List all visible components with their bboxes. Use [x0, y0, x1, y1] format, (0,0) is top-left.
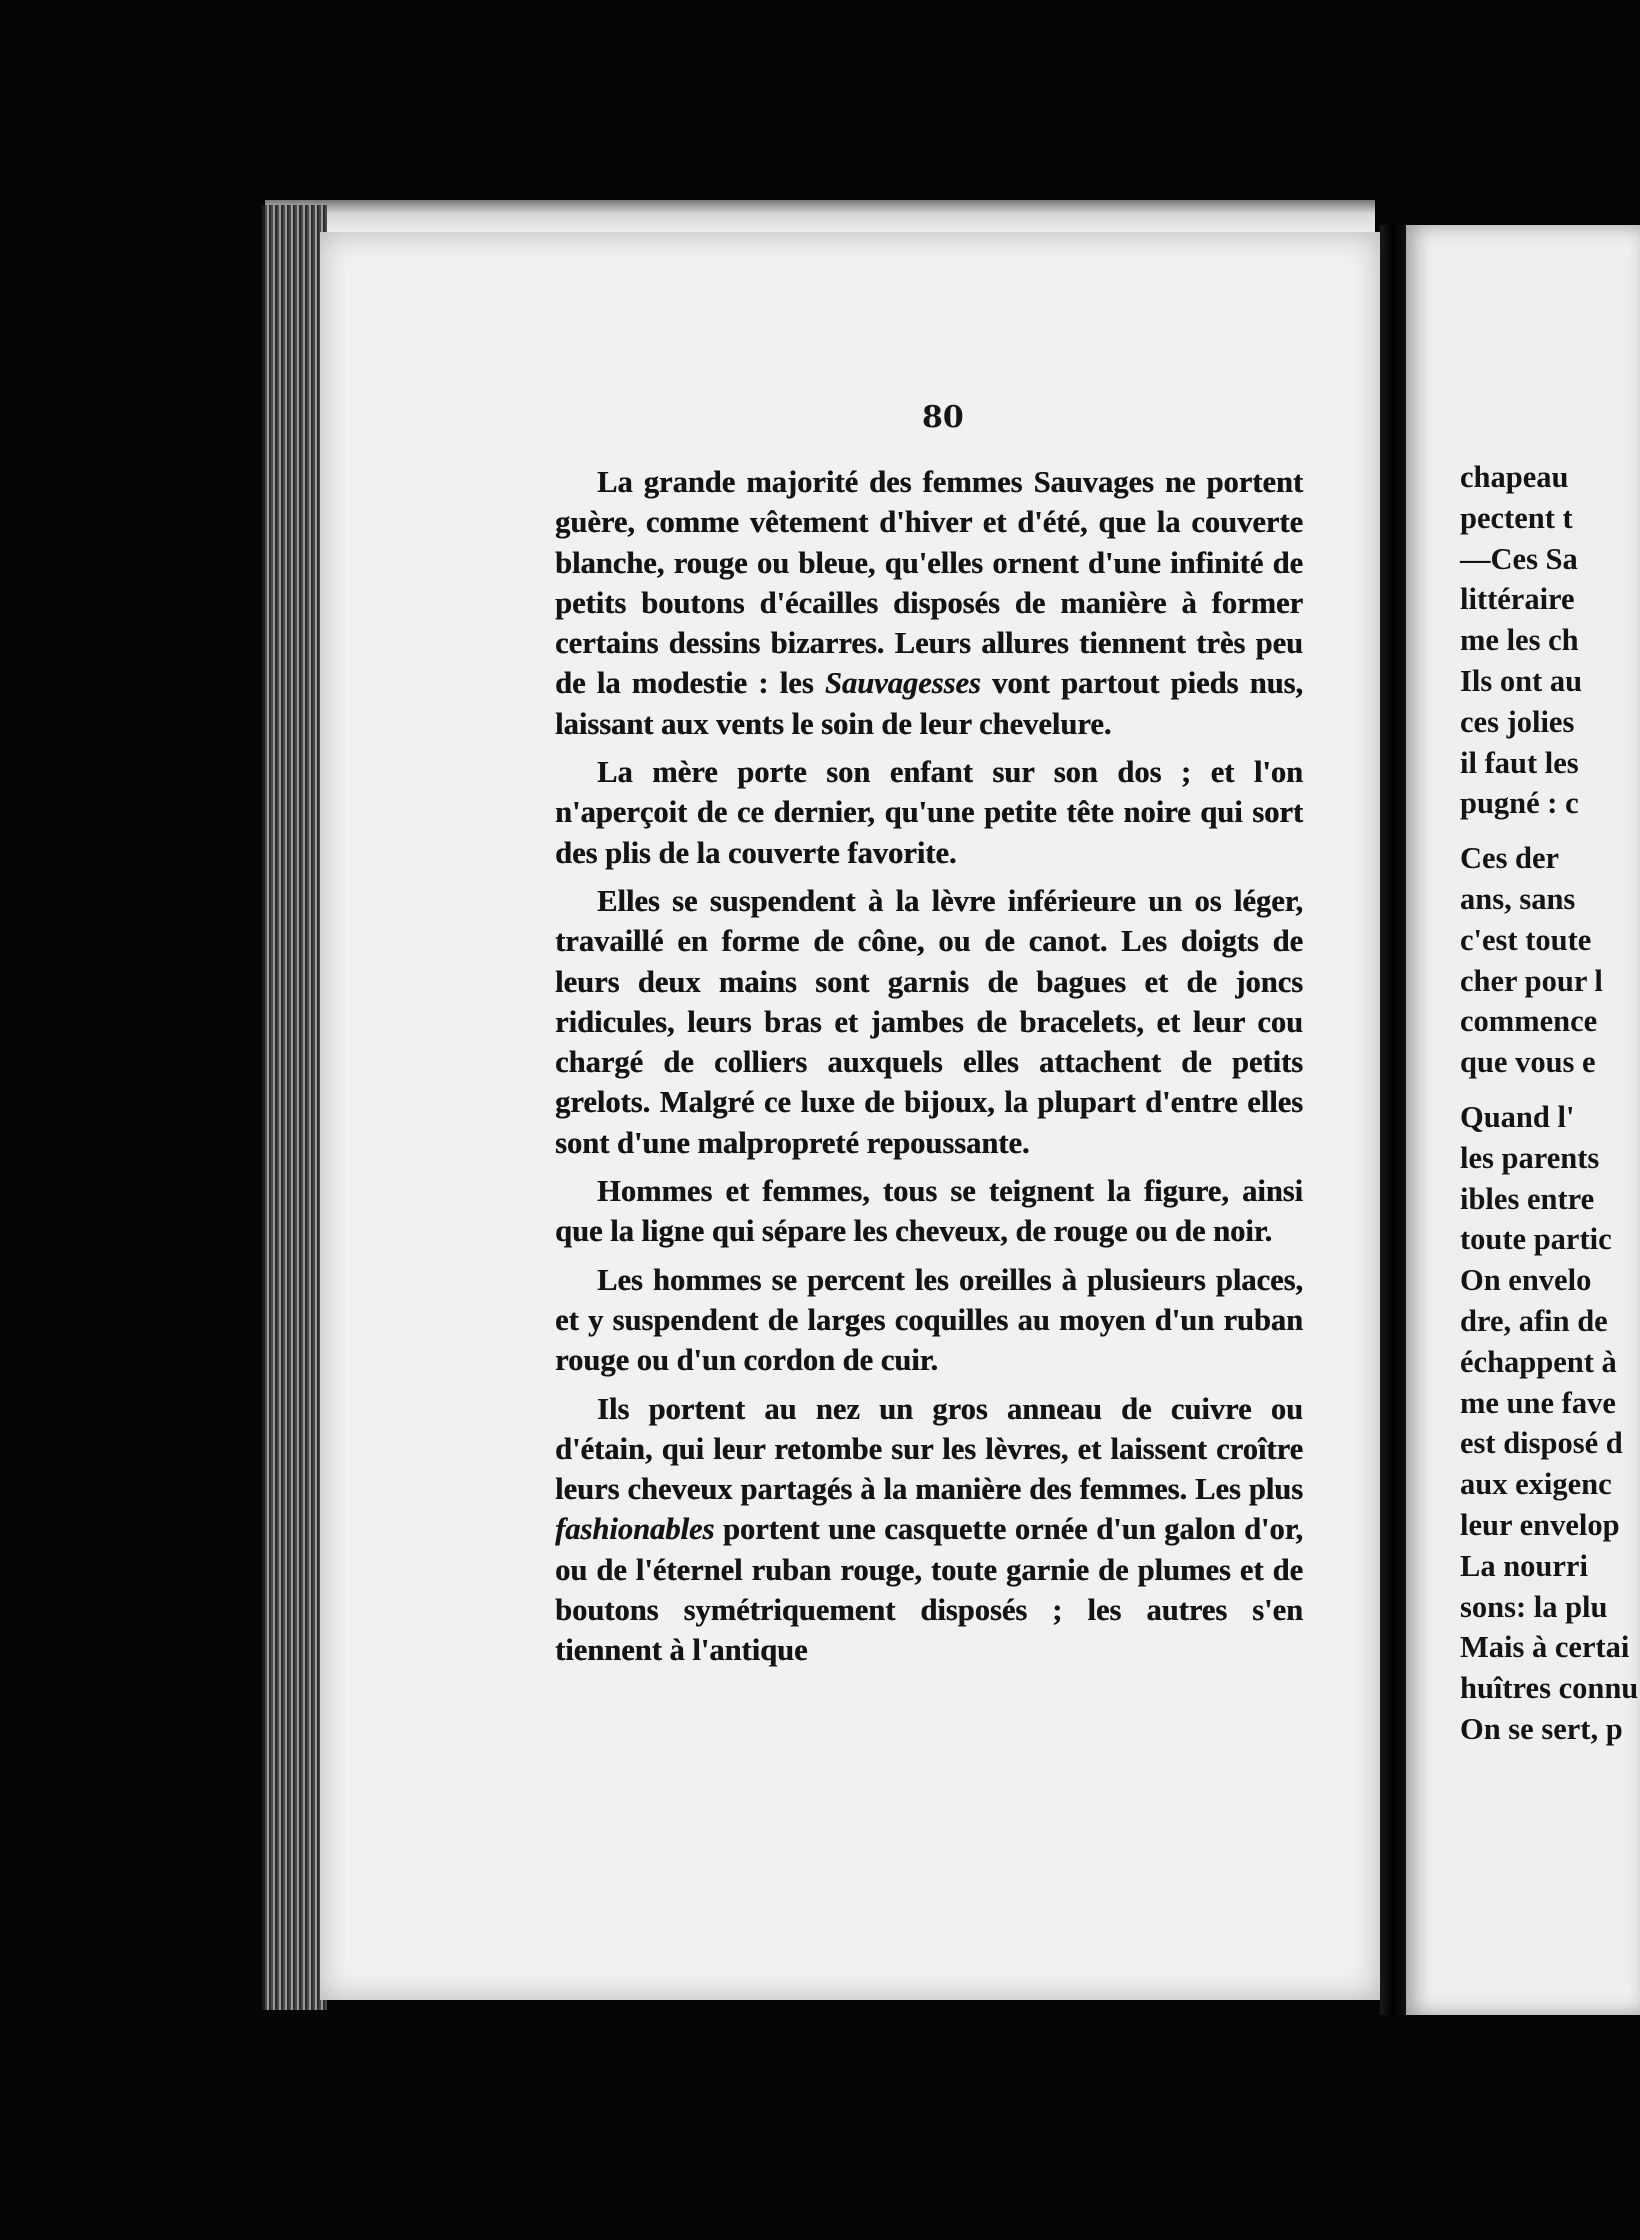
paragraph-text: La mère porte son enfant sur son dos ; et l'on n'aperçoit de ce dernier, qu'une petite tête noire qui sort des plis de la couverte favorite. — [555, 755, 1303, 870]
right-page-line: ces jolies — [1460, 704, 1575, 739]
paragraph-text: La grande majorité des femmes Sauvages ne portent guère, comme vêtement d'hiver et d'été, que la couverte blanche, rouge ou bleue, qu'elles ornent d'une infinité de petits boutons d'écailles disposés de manière à former certains dessins bizarres. Leurs allures tiennent très peu de la modestie : les — [555, 465, 1303, 701]
paragraph — [555, 881, 1303, 1163]
right-page-line: dre, afin de — [1460, 1303, 1608, 1338]
page-edges-stack — [262, 205, 327, 2010]
italic-word: Sauvagesses — [824, 666, 981, 701]
paragraph-text: Hommes et femmes, tous se teignent la figure, ainsi que la ligne qui sépare les cheveux, de rouge ou de noir. — [555, 1174, 1303, 1249]
paragraph — [555, 462, 1303, 744]
right-page-line: Ces der — [1460, 841, 1560, 876]
right-page-line: aux exigenc — [1460, 1467, 1612, 1502]
right-page-line: les parents — [1460, 1140, 1600, 1175]
right-page-line: La nourri — [1460, 1548, 1588, 1583]
right-page-line: leur envelop — [1460, 1507, 1620, 1542]
paragraph-text: portent une casquette ornée d'un galon d'or, ou de l'éternel ruban rouge, toute garnie de plumes et de boutons symétriquement disposés ; les autres s'en tiennent à l'antique — [555, 1512, 1303, 1668]
right-page-line: ans, sans — [1460, 881, 1576, 916]
right-page-line: que vous e — [1460, 1045, 1596, 1080]
paragraph-gap — [1460, 824, 1640, 838]
paragraph-text: Les hommes se percent les oreilles à plusieurs places, et y suspendent de larges coquilles au moyen d'un ruban rouge ou d'un cordon de cuir. — [555, 1262, 1303, 1378]
right-page-line: commence — [1460, 1004, 1598, 1039]
left-page-text — [555, 462, 1303, 1671]
paragraph-gap — [1460, 1083, 1640, 1097]
right-page-line: —Ces Sa — [1460, 541, 1578, 576]
right-page-line: On envelo — [1460, 1263, 1592, 1298]
right-page-line: Mais à certai — [1460, 1630, 1630, 1665]
paragraph — [555, 1171, 1303, 1252]
paragraph-text: vont partout pieds nus, laissant aux vents le soin de leur chevelure. — [555, 666, 1303, 741]
right-page — [1406, 225, 1640, 2015]
right-page-line: Quand l' — [1460, 1099, 1575, 1134]
paragraph — [555, 1389, 1303, 1671]
paragraph — [555, 1260, 1303, 1381]
right-page-line: littéraire — [1460, 582, 1575, 617]
right-page-line: est disposé d — [1460, 1426, 1623, 1461]
right-page-line: me une fave — [1460, 1385, 1616, 1420]
paragraph — [555, 752, 1303, 873]
book-gutter — [1380, 225, 1406, 2015]
right-page-line: toute partic — [1460, 1222, 1612, 1257]
right-page-line: c'est toute — [1460, 922, 1592, 957]
right-page-line: chapeau — [1460, 460, 1569, 494]
right-page-line: échappent à — [1460, 1344, 1617, 1379]
right-page-line: pugné : c — [1460, 786, 1579, 821]
right-page-line: il faut les — [1460, 745, 1579, 780]
page-number: 80 — [922, 400, 964, 435]
paragraph-text: Ils portent au nez un gros anneau de cuivre ou d'étain, qui leur retombe sur les lèvres, et laissent croître leurs cheveux partagés à la manière des femmes. Les plus — [555, 1391, 1303, 1507]
right-page-line: pectent t — [1460, 500, 1573, 535]
right-page-line: huîtres connu — [1460, 1671, 1639, 1706]
right-page-line: cher pour l — [1460, 963, 1603, 998]
right-page-line: On se sert, p — [1460, 1711, 1623, 1746]
right-page-text — [1460, 457, 1640, 1750]
paragraph-text: Elles se suspendent à la lèvre inférieure un os léger, travaillé en forme de cône, ou de canot. Les doigts de leurs deux mains sont garnis de bagues et de joncs ridicules, leurs bras et jambes de bracelets, et leur cou chargé de colliers auxquels elles attachent de petits grelots. Malgré ce luxe de bijoux, la plupart d'entre elles sont d'une malpropreté repoussante. — [555, 883, 1303, 1160]
page-top-edge — [265, 200, 1375, 235]
right-page-line: Ils ont au — [1460, 663, 1583, 698]
right-page-line: ibles entre — [1460, 1181, 1595, 1216]
right-page-line: me les ch — [1460, 623, 1579, 658]
italic-word: fashionables — [555, 1512, 715, 1547]
right-page-line: sons: la plu — [1460, 1589, 1608, 1624]
